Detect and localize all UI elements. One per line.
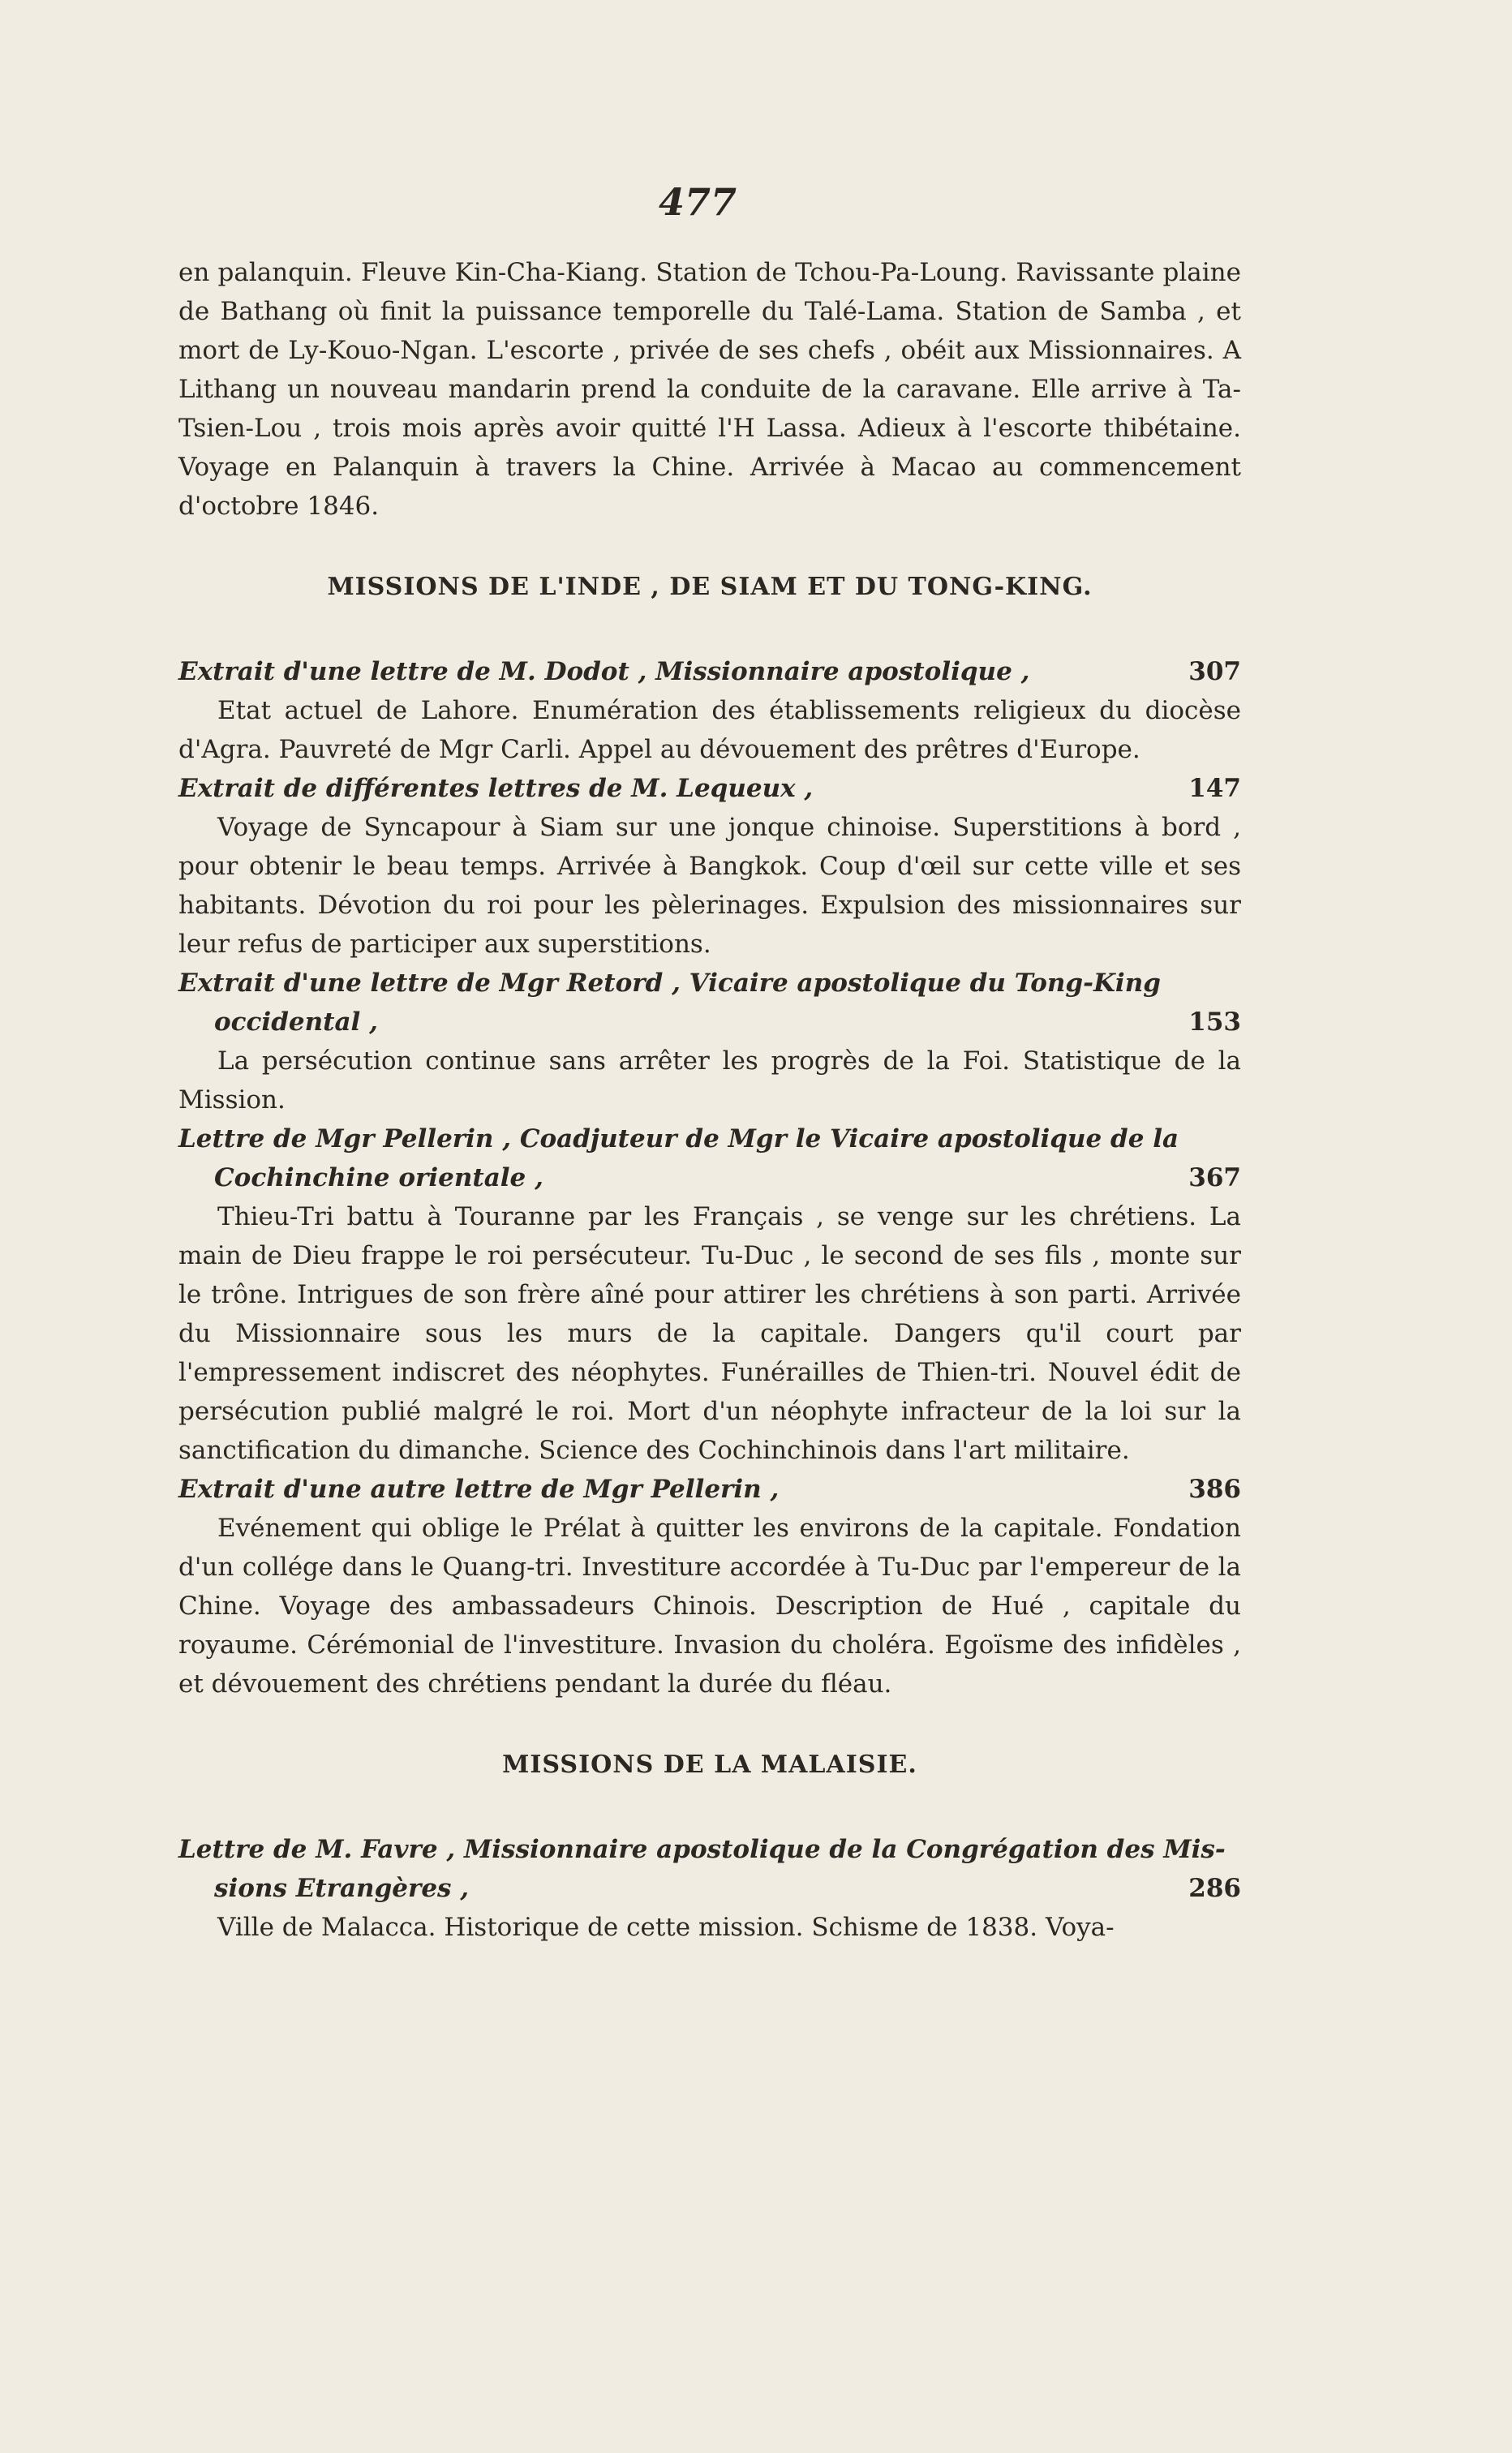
entry-summary: Evénement qui oblige le Prélat à quitter les environs de la capitale. Fondation d'un collége dans le Quang-tri. Investiture accordée à Tu-Duc par l'empereur de la Chine. Voyage des ambassadeurs Chinois. Description de Hué , capitale du royaume. Cérémonial de l'investiture. Invasion du choléra. Egoïsme des infidèles , et dévouement des chrétiens pendant la durée du fléau.: [178, 1514, 1241, 1699]
entry-title-line-2: Cochinchine orientale ,: [214, 1163, 543, 1192]
entry-title-line-2: sions Etrangères ,: [214, 1874, 470, 1903]
entry-summary: Ville de Malacca. Historique de cette mission. Schisme de 1838. Voya-: [217, 1913, 1115, 1942]
entry-summary: Thieu-Tri battu à Touranne par les Français , se venge sur les chrétiens. La main de Dieu frappe le roi persécuteur. Tu-Duc , le second de ses fils , monte sur le trône. Intrigues de son frère aîné pour attirer les chrétiens à son parti. Arrivée du Missionnaire sous les murs de la capitale. Dangers qu'il court par l'empressement indiscret des néophytes. Funérailles de Thien-tri. Nouvel édit de persécution publié malgré le roi. Mort d'un néophyte infracteur de la loi sur la sanctification du dimanche. Science des Cochinchinois dans l'art militaire.: [178, 1202, 1241, 1465]
entry-heading: [178, 1470, 1241, 1509]
entry-summary: Voyage de Syncapour à Siam sur une jonque chinoise. Superstitions à bord , pour obtenir le beau temps. Arrivée à Bangkok. Coup d'œil sur cette ville et ses habitants. Dévotion du roi pour les pèlerinages. Expulsion des missionnaires sur leur refus de participer aux superstitions.: [178, 813, 1241, 959]
entry-pellerin: [178, 1119, 1241, 1470]
entry-title: Extrait d'une autre lettre de Mgr Pellerin ,: [178, 1475, 780, 1504]
entry-summary: La persécution continue sans arrêter les progrès de la Foi. Statistique de la Mission.: [178, 1046, 1241, 1115]
entry-heading: [178, 1830, 1241, 1908]
entry-page-ref: 307: [1188, 657, 1241, 686]
entry-title-line-1: Lettre de Mgr Pellerin , Coadjuteur de Mgr le Vicaire apostolique de la: [178, 1124, 1179, 1153]
entry-heading: [178, 769, 1241, 808]
entry-dodot: [178, 652, 1241, 769]
entry-title-line-1: Extrait d'une lettre de Mgr Retord , Vicaire apostolique du Tong-King: [178, 969, 1161, 998]
entry-page-ref: 147: [1188, 774, 1241, 803]
section-title-malaisie: MISSIONS DE LA MALAISIE.: [502, 1751, 917, 1779]
page-number: 477: [658, 180, 737, 224]
entry-heading: [178, 964, 1241, 1042]
intro-paragraph: en palanquin. Fleuve Kin-Cha-Kiang. Station de Tchou-Pa-Loung. Ravissante plaine de Bathang où finit la puissance temporelle du Talé-Lama. Station de Samba , et mort de Ly-Kouo-Ngan. L'escorte , privée de ses chefs , obéit aux Missionnaires. A Lithang un nouveau mandarin prend la conduite de la caravane. Elle arrive à Ta-Tsien-Lou , trois mois après avoir quitté l'H Lassa. Adieux à l'escorte thibétaine. Voyage en Palanquin à travers la Chine. Arrivée à Macao au commencement d'octobre 1846.: [178, 258, 1241, 521]
entry-page-ref: 286: [1188, 1874, 1241, 1903]
entry-title-line-1: Lettre de M. Favre , Missionnaire apostolique de la Congrégation des Mis-: [178, 1835, 1226, 1864]
entry-title-line-2: occidental ,: [214, 1007, 378, 1037]
entry-pellerin-2: [178, 1470, 1241, 1703]
entry-lequeux: [178, 769, 1241, 964]
text-block: [178, 253, 1241, 1947]
entry-title: Extrait d'une lettre de M. Dodot , Missionnaire apostolique ,: [178, 657, 1030, 686]
entry-heading: [178, 1119, 1241, 1197]
entry-title: Extrait de différentes lettres de M. Lequeux ,: [178, 774, 814, 803]
entry-page-ref: 153: [1188, 1007, 1241, 1037]
entry-heading: [178, 652, 1241, 691]
entry-summary: Etat actuel de Lahore. Enumération des établissements religieux du diocèse d'Agra. Pauvreté de Mgr Carli. Appel au dévouement des prêtres d'Europe.: [178, 696, 1241, 764]
entry-page-ref: 367: [1188, 1163, 1241, 1192]
entry-retord: [178, 964, 1241, 1119]
section-title-inde: MISSIONS DE L'INDE , DE SIAM ET DU TONG-KING.: [327, 573, 1093, 601]
entry-page-ref: 386: [1188, 1475, 1241, 1504]
entry-favre: [178, 1830, 1241, 1947]
